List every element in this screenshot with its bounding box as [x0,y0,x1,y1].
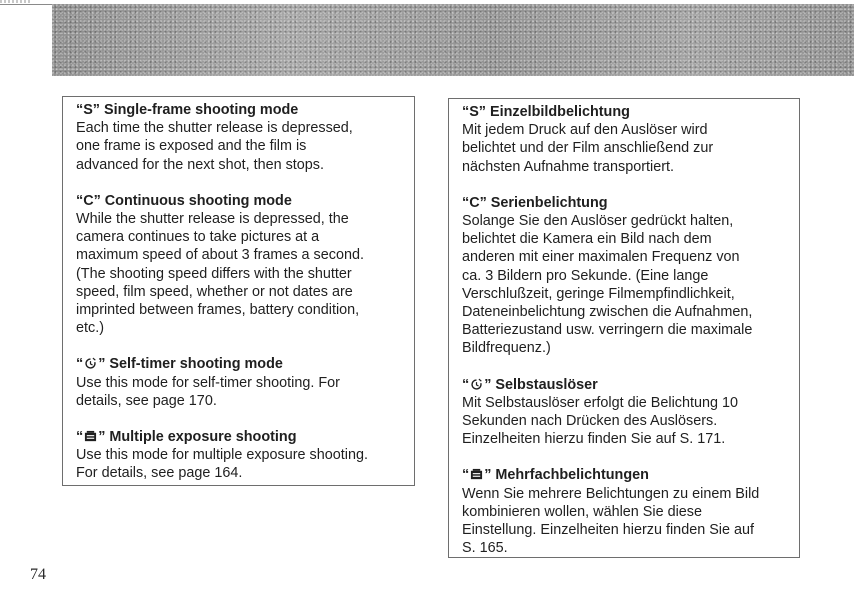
english-mode-descriptions [62,96,415,486]
section-einzelbild [462,103,789,176]
heading-text: ” Self-timer shooting mode [98,356,283,373]
heading-quote-open: “ [462,376,470,393]
section-body: Use this mode for multiple exposure shooting. For details, see page 164. [76,447,368,482]
multiple-exposure-icon [84,430,97,443]
section-single-frame [76,101,404,174]
section-mehrfach [462,466,789,557]
section-selbstausloeser [462,376,789,449]
self-timer-icon [470,378,483,391]
section-serien [462,194,789,358]
section-heading [462,376,789,394]
section-multiple-exposure [76,428,404,483]
section-heading [462,466,789,484]
section-heading: “C” Continuous shooting mode [76,192,292,209]
german-mode-descriptions [448,98,800,558]
multiple-exposure-icon [470,468,483,481]
header-texture-band [52,4,854,76]
heading-text: ” Multiple exposure shooting [98,429,297,446]
section-heading: “C” Serienbelichtung [462,194,608,211]
section-body: Mit jedem Druck auf den Auslöser wird belichtet und der Film anschließend zur nächsten Aufnahme transportiert. [462,122,714,175]
heading-text: ” Mehrfachbelichtungen [484,467,649,484]
section-continuous [76,192,404,338]
section-heading [76,355,404,373]
section-self-timer [76,355,404,410]
section-body: Solange Sie den Auslöser gedrückt halten, belichtet die Kamera ein Bild nach dem anderen mit einer maximalen Frequenz von ca. 3 Bildern pro Sekunde. (Eine lange Verschlußzeit, geringe Filmempfindlichkeit, Dateneinbelichtung zwischen die Aufnahmen, Batteriezustand usw. verringern die maximale Bildfrequenz.) [462,213,753,357]
section-body: Mit Selbstauslöser erfolgt die Belichtung 10 Sekunden nach Drücken des Auslösers. Einzelheiten hierzu finden Sie auf S. 171. [462,394,738,448]
self-timer-icon [84,357,97,370]
heading-quote-open: “ [76,429,84,446]
section-heading: “S” Einzelbildbelichtung [462,104,630,120]
heading-text: ” Selbstauslöser [484,376,598,393]
section-heading: “S” Single-frame shooting mode [76,102,299,118]
section-body: Use this mode for self-timer shooting. For details, see page 170. [76,374,340,409]
scan-corner-mark [0,0,30,3]
section-body: While the shutter release is depressed, the camera continues to take pictures at a maximum speed of about 3 frames a second. (The shooting speed differs with the shutter speed, film speed, whether or not dates are imprinted between frames, battery condition, etc.) [76,211,364,337]
section-body: Each time the shutter release is depressed, one frame is exposed and the film is advanced for the next shot, then stops. [76,120,353,173]
section-heading [76,428,404,446]
heading-quote-open: “ [462,467,470,484]
page-number: 74 [30,566,46,583]
section-body: Wenn Sie mehrere Belichtungen zu einem Bild kombinieren wollen, wählen Sie diese Einstellung. Einzelheiten hierzu finden Sie auf S. 165. [462,485,760,557]
heading-quote-open: “ [76,356,84,373]
